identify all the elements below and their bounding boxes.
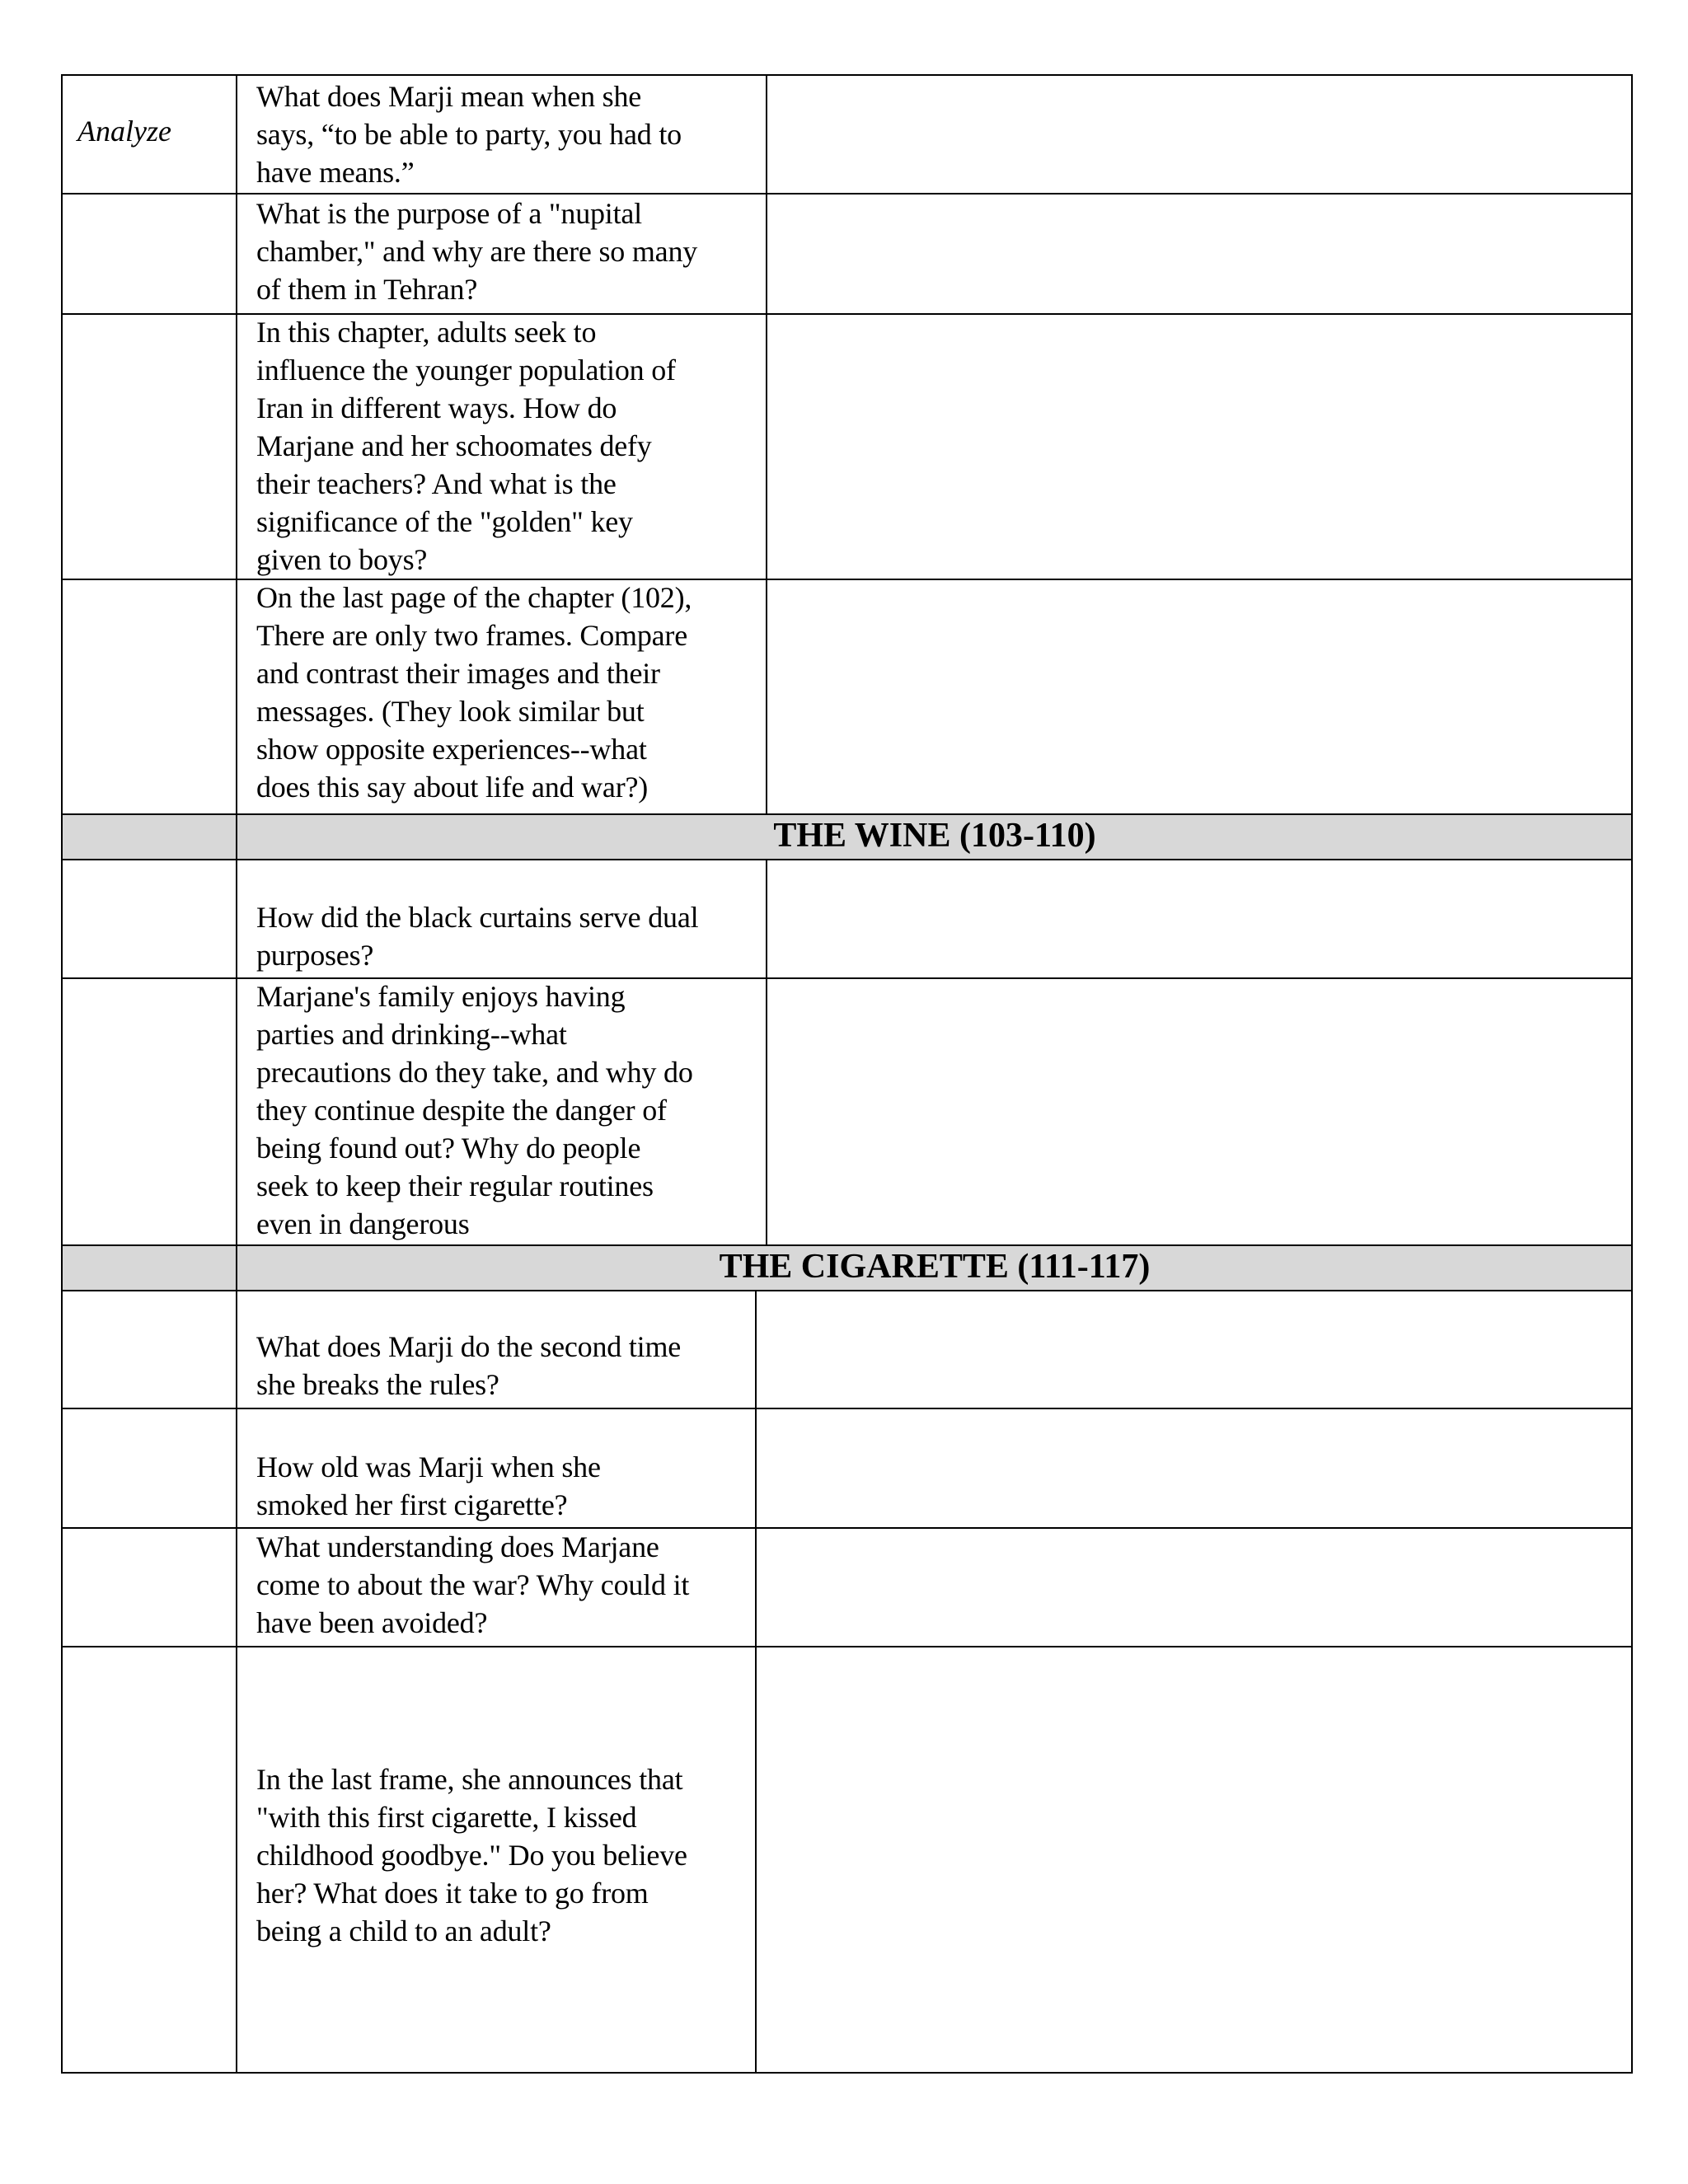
category-label: Analyze — [77, 115, 171, 148]
question-text: What does Marji mean when she says, “to be able to party, you had to have means.” — [256, 80, 682, 189]
question-text: How old was Marji when she smoked her first cigarette? — [256, 1451, 601, 1521]
column-divider — [755, 1290, 757, 2074]
row-divider — [61, 1646, 1633, 1647]
question-text: Marjane's family enjoys having parties and drinking--what precautions do they take, and why do they continue despite the danger of being found out? Why do people seek to keep their regular routines even in dangerous — [256, 980, 693, 1240]
row-divider — [61, 1290, 1633, 1291]
reading-questions-table — [61, 74, 1633, 2074]
question-text: How did the black curtains serve dual purposes? — [256, 901, 699, 972]
section-title-wine: THE WINE (103-110) — [773, 817, 1096, 855]
question-text: In the last frame, she announces that "with this first cigarette, I kissed childhood goodbye." Do you believe her? What does it take to go from being a child to an adult? — [256, 1763, 687, 1947]
question-text: What does Marji do the second time she breaks the rules? — [256, 1330, 682, 1401]
question-text: On the last page of the chapter (102), There are only two frames. Compare and contrast their images and their messages. (They look similar but show opposite experiences--what does this say about life and war?) — [256, 581, 692, 804]
table-border-left — [61, 74, 63, 2074]
question-text: In this chapter, adults seek to influence the younger population of Iran in different ways. How do Marjane and her schoomates defy their teachers? And what is the significance of the "golden" key given to boys? — [256, 316, 676, 576]
column-divider — [766, 859, 767, 1244]
section-title-cigarette: THE CIGARETTE (111-117) — [719, 1248, 1151, 1286]
question-text: What understanding does Marjane come to about the war? Why could it have been avoided? — [256, 1530, 690, 1639]
table-border-top — [61, 74, 1633, 76]
question-text: What is the purpose of a "nupital chamber," and why are there so many of them in Tehran? — [256, 197, 698, 306]
column-divider — [766, 74, 767, 813]
row-divider — [61, 859, 1633, 860]
table-border-right — [1631, 74, 1633, 2074]
column-divider — [236, 74, 237, 2074]
table-border-bottom — [61, 2072, 1633, 2074]
row-divider — [61, 1408, 1633, 1409]
